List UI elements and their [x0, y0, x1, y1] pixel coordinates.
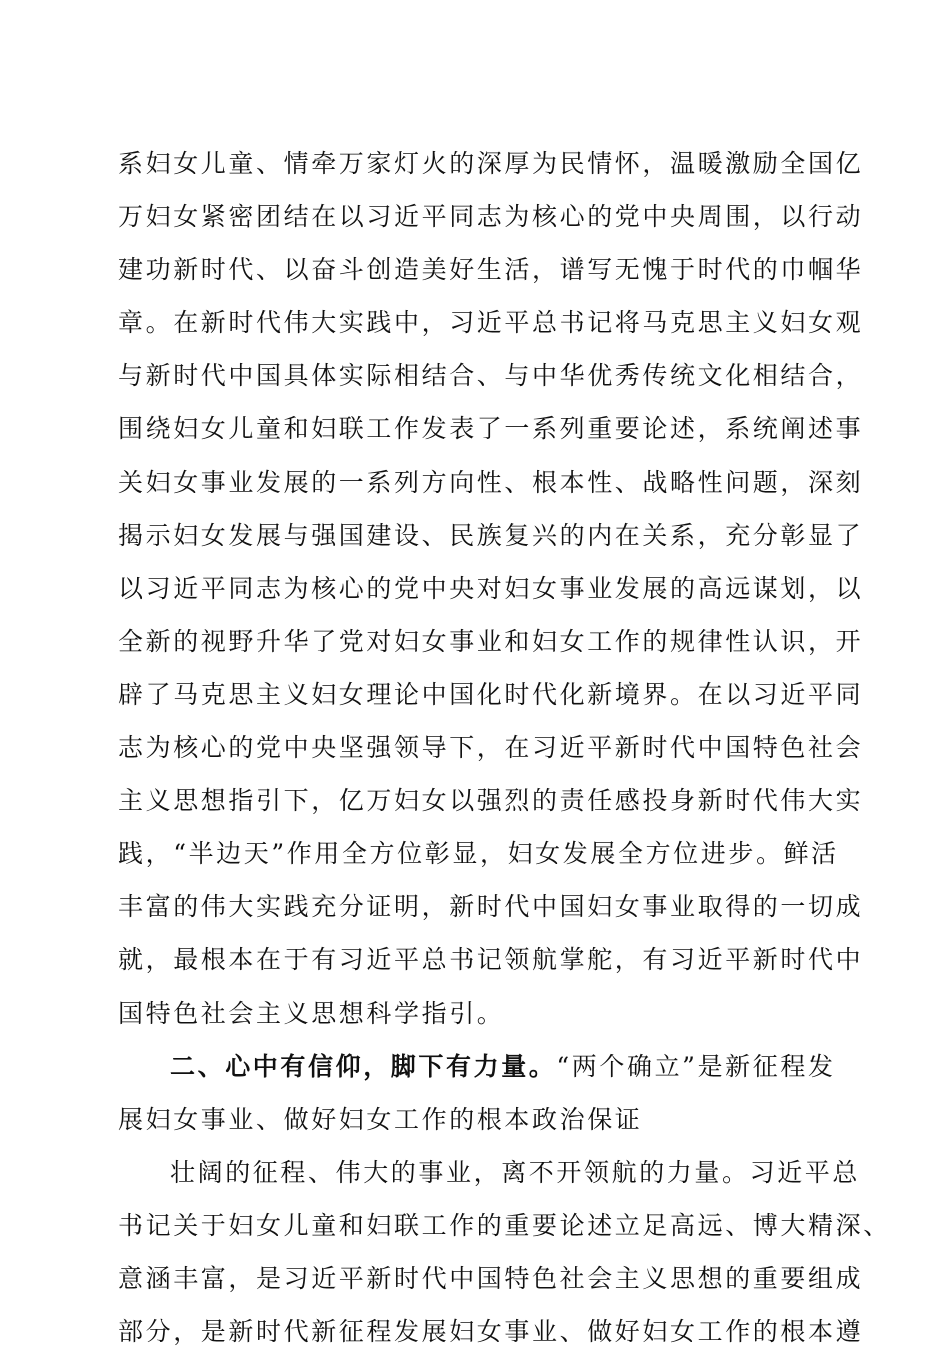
section-heading-continuation: 展妇女事业、做好妇女工作的根本政治保证 — [118, 1104, 643, 1134]
body-line: 与新时代中国具体实际相结合、与中华优秀传统文化相结合， — [118, 361, 864, 391]
body-line: 意涵丰富，是习近平新时代中国特色社会主义思想的重要组成 — [118, 1263, 864, 1293]
body-line: 志为核心的党中央坚强领导下，在习近平新时代中国特色社会 — [118, 733, 864, 763]
body-line: 主义思想指引下，亿万妇女以强烈的责任感投身新时代伟大实 — [118, 786, 864, 816]
body-line: 系妇女儿童、情牵万家灯火的深厚为民情怀，温暖激励全国亿 — [118, 149, 864, 178]
body-line: 国特色社会主义思想科学指引。 — [118, 998, 505, 1028]
body-line: 围绕妇女儿童和妇联工作发表了一系列重要论述，系统阐述事 — [118, 414, 864, 444]
body-line: 就，最根本在于有习近平总书记领航掌舵，有习近平新时代中 — [118, 945, 864, 975]
body-line: 万妇女紧密团结在以习近平同志为核心的党中央周围，以行动 — [118, 202, 864, 232]
body-line: 壮阔的征程、伟大的事业，离不开领航的力量。习近平总 — [170, 1157, 861, 1187]
body-line: 章。在新时代伟大实践中，习近平总书记将马克思主义妇女观 — [118, 308, 864, 338]
document-body — [118, 137, 891, 1358]
section-heading — [118, 1040, 838, 1093]
body-line: 部分，是新时代新征程发展妇女事业、做好妇女工作的根本遵 — [118, 1317, 864, 1347]
body-line: 以习近平同志为核心的党中央对妇女事业发展的高远谋划，以 — [118, 573, 864, 603]
section-heading-rest: “两个确立”是新征程发 — [556, 1051, 836, 1081]
body-line: 辟了马克思主义妇女理论中国化时代化新境界。在以习近平同 — [118, 679, 864, 709]
body-line: 建功新时代、以奋斗创造美好生活，谱写无愧于时代的巾帼华 — [118, 255, 864, 285]
section-heading-bold: 二、心中有信仰，脚下有力量。 — [170, 1051, 557, 1081]
body-line: 践，“半边天”作用全方位彰显，妇女发展全方位进步。鲜活 — [118, 839, 839, 869]
body-line: 全新的视野升华了党对妇女事业和妇女工作的规律性认识，开 — [118, 626, 864, 656]
body-line: 书记关于妇女儿童和妇联工作的重要论述立足高远、博大精深、 — [118, 1210, 891, 1240]
body-line: 揭示妇女发展与强国建设、民族复兴的内在关系，充分彰显了 — [118, 520, 864, 550]
body-line: 关妇女事业发展的一系列方向性、根本性、战略性问题，深刻 — [118, 467, 864, 497]
body-line: 丰富的伟大实践充分证明，新时代中国妇女事业取得的一切成 — [118, 892, 864, 922]
